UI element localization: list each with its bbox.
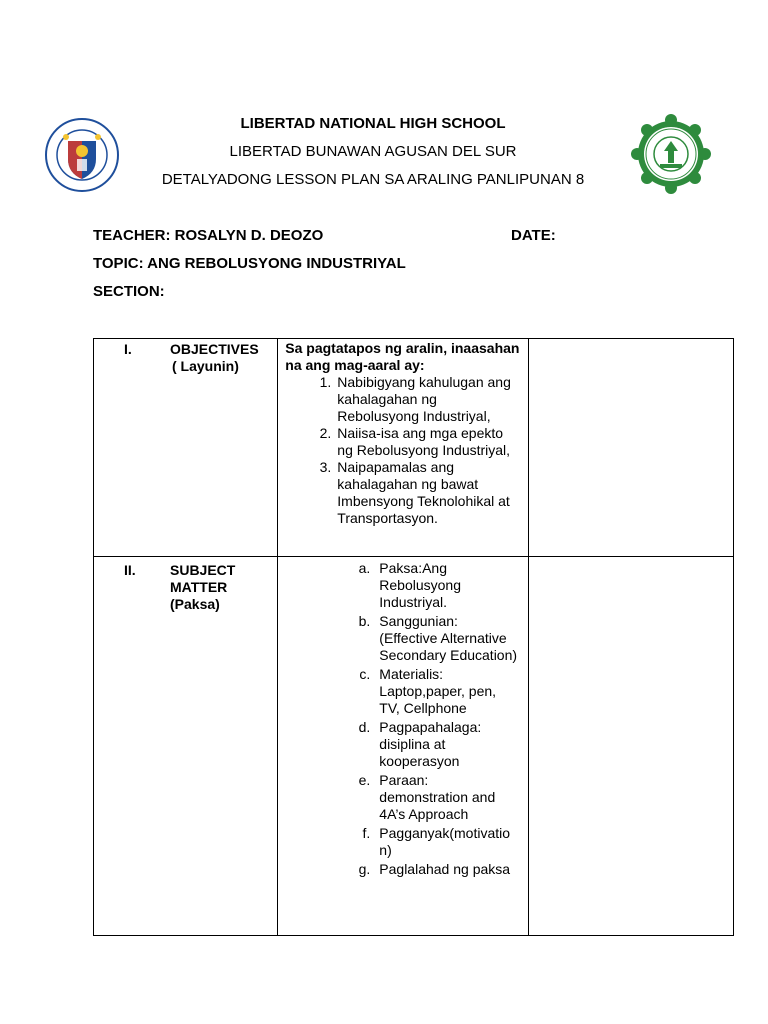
objectives-list <box>278 374 527 527</box>
lesson-plan-table <box>93 338 734 936</box>
list-text: Naipapamalas ang kahalagahan ng bawat Imbensyong Teknolohikal at Transportasyon. <box>337 459 510 526</box>
remarks-cell <box>528 557 733 936</box>
subject-matter-list <box>278 557 527 878</box>
table-row-objectives <box>94 339 734 557</box>
row-title-line: OBJECTIVES <box>170 341 259 357</box>
row-number: I. <box>124 341 132 357</box>
date-label: DATE: <box>511 227 556 244</box>
list-marker: e. <box>358 772 371 788</box>
list-text: Pagganyak(motivatio n) <box>379 825 511 858</box>
list-item <box>278 459 519 527</box>
topic-label: TOPIC: ANG REBOLUSYONG INDUSTRIYAL <box>93 255 406 272</box>
list-marker: f. <box>362 825 371 841</box>
row-title <box>170 341 274 375</box>
list-text: Materialis: Laptop,paper, pen, TV, Cellphone <box>379 666 497 716</box>
list-marker: b. <box>358 613 371 629</box>
row-title <box>170 562 274 613</box>
objectives-lead: Sa pagtatapos ng aralin, inaasahan na ang mag-aaral ay: <box>285 340 520 373</box>
teacher-label: TEACHER: ROSALYN D. DEOZO <box>93 227 324 244</box>
school-name: LIBERTAD NATIONAL HIGH SCHOOL <box>240 115 506 132</box>
school-address: LIBERTAD BUNAWAN AGUSAN DEL SUR <box>229 143 517 160</box>
list-item <box>278 425 519 459</box>
list-marker: 2. <box>319 425 332 441</box>
list-marker: 3. <box>319 459 332 475</box>
list-marker: g. <box>358 861 371 877</box>
list-item <box>278 861 519 878</box>
subject-matter-content-cell <box>278 557 528 936</box>
row-title-line: SUBJECT <box>170 562 236 578</box>
list-item <box>278 560 519 611</box>
list-text: Sanggunian: (Effective Alternative Secondary Education) <box>379 613 518 663</box>
row-number: II. <box>124 562 136 578</box>
lesson-plan-title: DETALYADONG LESSON PLAN SA ARALING PANLIPUNAN 8 <box>161 171 585 188</box>
list-text: Paraan: demonstration and 4A’s Approach <box>379 772 496 822</box>
list-text: Nabibigyang kahulugan ang kahalagahan ng Rebolusyong Industriyal, <box>337 374 511 424</box>
table-row-subject-matter <box>94 557 734 936</box>
row-heading-cell <box>94 557 278 936</box>
row-title-line: MATTER <box>170 579 228 595</box>
objectives-content-cell <box>278 339 528 557</box>
list-item <box>278 825 519 859</box>
list-marker: d. <box>358 719 371 735</box>
list-text: Paksa:Ang Rebolusyong Industriyal. <box>379 560 462 610</box>
list-item <box>278 719 519 770</box>
remarks-cell <box>528 339 733 557</box>
list-item <box>278 374 519 425</box>
list-marker: a. <box>358 560 371 576</box>
row-heading-cell <box>94 339 278 557</box>
list-marker: 1. <box>319 374 332 390</box>
row-title-sub: ( Layunin) <box>172 358 239 374</box>
list-text: Pagpapahalaga: disiplina at kooperasyon <box>379 719 482 769</box>
list-item <box>278 666 519 717</box>
row-title-sub: (Paksa) <box>170 596 220 612</box>
list-marker: c. <box>359 666 371 682</box>
section-label: SECTION: <box>93 283 165 300</box>
list-text: Naiisa-isa ang mga epekto ng Rebolusyong Industriyal, <box>337 425 511 458</box>
list-item <box>278 772 519 823</box>
list-text: Paglalahad ng paksa <box>379 861 511 877</box>
list-item <box>278 613 519 664</box>
